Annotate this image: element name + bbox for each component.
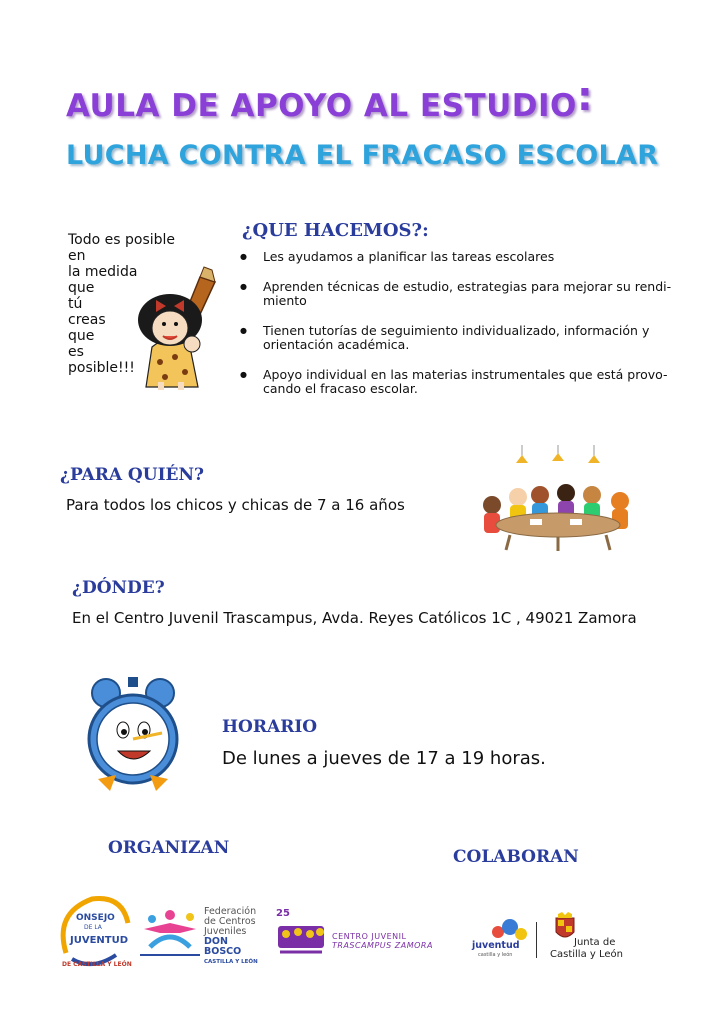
children-studying-icon — [470, 445, 645, 555]
alarm-clock-illustration — [78, 675, 188, 795]
juventud-cyl-logo: juventud castilla y león — [470, 918, 532, 963]
alarm-clock-icon — [78, 675, 188, 795]
horario-text: De lunes a jueves de 17 a 19 horas. — [222, 748, 546, 769]
donde-heading: ¿DÓNDE? — [72, 578, 165, 598]
logo-divider — [536, 922, 537, 958]
list-item: ● Apoyo individual en las materias instrumentales que está provo-cando el fracaso escolar. — [238, 368, 678, 396]
list-item: ● Tienen tutorías de seguimiento individualizado, información y orientación académica. — [238, 324, 678, 352]
juventud-dots-icon — [484, 918, 530, 942]
kids-table-illustration — [470, 445, 645, 555]
people-shapes-icon — [140, 907, 200, 957]
consejo-juventud-logo: ONSEJO DE LA JUVENTUD DE CASTILLA Y LEÓN — [52, 893, 134, 973]
organizan-heading: ORGANIZAN — [108, 838, 230, 858]
que-hacemos-list — [238, 250, 678, 412]
junta-cyl-logo: Junta de Castilla y León — [548, 912, 638, 964]
que-hacemos-heading: ¿QUE HACEMOS?: — [242, 220, 429, 241]
para-quien-heading: ¿PARA QUIÉN? — [60, 465, 204, 485]
quote-text: Todo es posible en la medida que tú creas que es posible!!! — [68, 232, 176, 376]
colaboran-heading: COLABORAN — [453, 847, 579, 867]
don-bosco-logo: Federación de Centros Juveniles DON BOSCO CASTILLA Y LEÓN — [140, 905, 268, 965]
donde-text: En el Centro Juvenil Trascampus, Avda. Reyes Católicos 1C , 49021 Zamora — [72, 609, 637, 627]
trascampus-logo: 25 CENTRO JUVENIL TRASCAMPUS ZAMORA — [272, 908, 422, 968]
list-item: ● Aprenden técnicas de estudio, estrategias para mejorar su rendi-miento — [238, 280, 678, 308]
list-item: ● Les ayudamos a planificar las tareas escolares — [238, 250, 678, 264]
para-quien-text: Para todos los chicos y chicas de 7 a 16 años — [66, 496, 405, 514]
horario-heading: HORARIO — [222, 717, 318, 737]
page-title: AULA DE APOYO AL ESTUDIO: — [66, 74, 594, 124]
coat-of-arms-icon — [554, 912, 576, 942]
trascampus-people-icon — [272, 912, 330, 964]
page-subtitle: LUCHA CONTRA EL FRACASO ESCOLAR — [66, 140, 659, 171]
